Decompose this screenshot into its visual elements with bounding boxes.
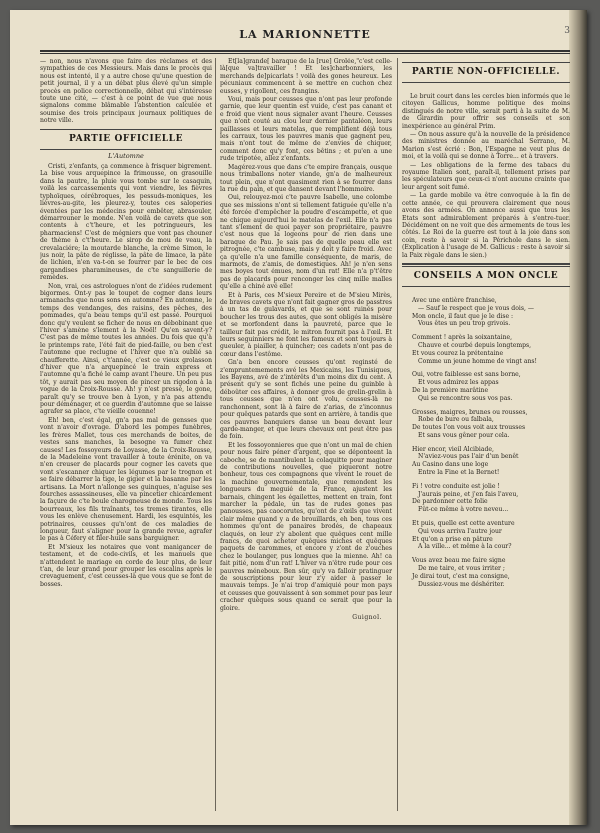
- page-number: 3: [564, 26, 570, 36]
- poem-stanza: [412, 334, 570, 365]
- section-rule: [40, 149, 212, 150]
- poem-line: Vous avez beau me faire signe: [412, 557, 506, 565]
- poem-line: Au Casino dans une loge: [412, 461, 489, 469]
- poem-line: Hier encor, vieil Alcibiade,: [412, 445, 494, 453]
- poem-line: Dussiez-vous me déshériter.: [418, 580, 505, 588]
- poem-stanza: [412, 520, 570, 551]
- article-paragraph: Et M'sieux les notaires que vont manigancer de testament, et de code-civils, et les manuels que n'attendent le mariage en corde de leur plus, de leur t'an, de leur grand pour grouper les escalins après le crevaguement, c'est ceusses-là que vous que se font de bosses.: [40, 543, 212, 588]
- poem-stanza: [412, 409, 570, 440]
- poem-line: Et puis, quelle est cette aventure: [412, 520, 515, 528]
- news-item: — Les obligations de la ferme des tabacs du royaume Italien sont, paraît-il, tellement prises par les spéculateurs que ceux-ci n'ont aucune crainte que leur argent soit fumé.: [402, 161, 570, 191]
- article-signature: Guignol.: [352, 614, 382, 622]
- poem-stanza: [412, 483, 570, 514]
- poem-line: Comme un jeune homme de vingt ans!: [418, 357, 537, 365]
- section-title-non-officielle: PARTIE NON-OFFICIELLE.: [411, 67, 561, 77]
- article-paragraph: Voui, mais pour ceusses que n'ont pas leur profonde garnie, que leur quentin est vuide, c'est pas canant et e froid que vient nous signaler avant l'heure. Ceusses que n'ont couté au clou leur dernier pantaléon, leurs paillasses et leurs matelas, que remplifient déjà tous les carraux, tous les pauvres manis que gagnent peu, mais n'ont tout de même de z'envies de chiquer, comment donc qu'y font, ces bêtins ; et pu'en a une rude tripotée, allez z'enfants.: [220, 96, 392, 163]
- intro-paragraph: — non, nous n'avons que faire des réclames et des sympathies de ces Messieurs. Mais dans le procès qui nous est intenté, il y a autre chose qu'une question de petit journal, il y a un débat plus élevé qu'un simple procès en police correctionnelle, débat qui s'intéresse toute une cité, — c'est à ce point de vue que nous signalons comme blâmable l'abstention calculée et soumise des trois principaux journaux politiques de notre ville.: [40, 58, 212, 125]
- poem: [402, 297, 570, 589]
- header-rule: [40, 50, 570, 54]
- masthead-title: LA MARIONNETTE: [239, 28, 371, 41]
- poem-line: J'aurais peine, et j'en fais l'aveu,: [418, 490, 519, 498]
- poem-line: De toutes l'on vous voit aux trousses: [412, 424, 526, 432]
- poem-line: Fût-ce même à votre neveu...: [418, 506, 509, 514]
- article-paragraph: Gn'a ben encore ceusses qu'ont reginsté de z'empruntemements avé les Mexicains, les Tunisiques, les Bayens, avé de z'intérêts d'un moins dix du cent. A présent qu'y se sont fichés une peine du guinble à déboûter ces affaires, à donner gros de grelin-grelin à tous ceusses que n'en ont volu, ceusses-là ne ranchonnent, sont là à faire de z'arias, de z'inconnus pour quêques patards que sont en arrière, à tandis que ces pauvres banquiers danse un beau devant leur garde-manger, et que leurs chevaux ont peut être pas de foin.: [220, 359, 392, 441]
- article-paragraph: Cristi, z'enfants, ça commence à frisquer bigrement. La bise vous arquepince la frimousse, on grasouille dans la pautre, la pluie vous tombe sur le casaquin, voilà les carcassements qui vont viendre, les fièvres typhoïques, cérébroques, les pessuds-moniques, les lièvres-au-gite, les pleurez-y, toutes ces saloperies éventées par les médecins pour embêter, abrasouler, démarrouner le monde. N'en voilà de cavets que son contents à c't'heure, et les potringueurs, les pharmaciens! C'est de mégniers que vont pas chouner de thème à c't'heure. Le sirop de mou de veau, la crevalaciére; la moutarde blanche, la crème Simon, le jus noir, la pâte de réglisse, la pâte de limace, la pâte de lichien, n'en va-t-on se fourrer par le bec de ces gargandises pharamineuses, de c'te sanguillerie de remèdes.: [40, 163, 212, 282]
- poem-line: Chauve et courbé depuis longtemps,: [418, 341, 532, 349]
- section-title-officielle: PARTIE OFFICIELLE: [68, 133, 184, 144]
- column-divider: [215, 58, 216, 811]
- poem-line: Qui vous arriva l'autre jour: [418, 527, 502, 535]
- poem-stanza: [412, 297, 570, 328]
- poem-line: Et sans vous gêner pour cela.: [418, 431, 510, 439]
- poem-line: Grosses, maigres, brunes ou rousses,: [412, 408, 528, 416]
- poem-line: Fi ! votre conduite est jolie !: [412, 482, 500, 490]
- column-divider: [397, 58, 398, 811]
- page-header: [40, 20, 570, 50]
- news-item: — La garde mobile va être convoquée à la fin de cette année, ce qui prouvera clairement que nous avons des armées. On annonce aussi que tous les Etats sont admirablement préparés à s'entre-tuer. Décidément on ne voit que des armements de tous les côtés. Le Roi de la guerre est tout à la joie dans son coin, reste à savoir si la Périchole dans le sien. (Explication à l'usage de M. Gallicus : reste à savoir si la Paix règale dans le sien.): [402, 192, 570, 259]
- poem-line: A la ville... et même à la cour?: [418, 543, 512, 551]
- poem-line: Oui, votre faiblesse est sans borne,: [412, 371, 521, 379]
- poem-line: Et qu'on a prise en pâture: [412, 535, 493, 543]
- poem-line: Qui se rencontre sous vos pas.: [418, 394, 513, 402]
- poem-line: — Sauf le respect que je vous dois, —: [418, 304, 534, 312]
- poem-line: De pardonner cette folie: [412, 498, 488, 506]
- article-paragraph: Oui, relouyez-moi c'te pauvre Isabelle, une colombe que ses missions n'ont si tellement fatiguée qu'elle n'a été forcée d'empêcher la poudre d'escampette, et que ne chique aujourd'hui le matelas de l'exil. Elle n'a pas tant s'lement de quoi payer son propriétaire, pauvre c'est nous que la logeons pour de rien dans une baraque de Pau. Je sais pas de quelle peau elle est pitrognée, c'te cambuse, mais y doit y faire froid. Avec ça qu'elle n'a une famille conséquente, de maris, de marmots, de z'amis, de domestiques. Ah! je n'en sens mes boyes tout émues, nom d'un rat! Elle n'a p't'être pas de placards pour renconger les cinq mille malles qu'elle a chiné avé elle!: [220, 194, 392, 291]
- section-rule: [402, 82, 570, 83]
- article-paragraph: Eh! ben, c'est égal, gn'a pas mal de gensses que vont n'avoir d'ovrage. D'abord les pompes funèbres, les frères Mallet, tous ces merchands de boites, de vestes sans manches, la besogne va fumer chez causes! Les fossoyeurs de Loyasse, de la Croix-Rousse, de la Madeleine vont travailler à toute érénite, on va n'en creuser de placards pour cogner les cavets que vont s'escanner chiquer les légumes par le trognon et se faire débarrer la tige, le gigier et la basanne par les artisans. La Mort n'allonge ses guinques, n'aguise ses fourches assassineuses, elle va pincetier chicardement la façure de c'te boule charogneuse de monde. Tous les bourreaux, les fils traînants, tes tremes tirantes, elle vous les enlève chenusement. Hardi, les esquintés, les potrinaires, ceusses qu'n'ont de ces maladies de longueur, faut s'aligner pour la grande revue, agrafer le pas à Céfery et filer-huile sans barguigner.: [40, 416, 212, 543]
- section-rule: [40, 129, 212, 130]
- poem-title: CONSEILS A MON ONCLE: [413, 270, 559, 281]
- news-item: — On nous assure qu'à la nouvelle de la présidence des ministres donnée au maréchal Serrano, M. Marion s'est écrié : Bon, l'Espagne ne veut plus de moi, et la voilà qui se donne à Torre... et à travers.: [402, 131, 570, 161]
- poem-stanza: [412, 446, 570, 477]
- poem-line: Avec une entière franchise,: [412, 296, 497, 304]
- poem-line: Robe de bure ou falbala,: [418, 416, 494, 424]
- poem-stanza: [412, 557, 570, 588]
- poem-line: Comment ! après la soixantaine,: [412, 334, 513, 342]
- section-rule: [402, 286, 570, 287]
- article-paragraph: Magérez-vous que dans c'te empire français, ousque nous trimballons noter viande, gn'a de malheureux tout plein, que n'ont quasiment rien à se fourrer dans la rue du pain, et que dansent devant l'hommoire.: [220, 163, 392, 193]
- article-paragraph: Et les fossoyonnieres que que n'ont un mal de chien pour nous faire péner d'argent, que se déponteent la caboche, se de mantibulent la colaquitte pour maginer de contributions nouvelles, que piqueront notre bonheur, tous ces compagnons que vivent le rouet de la machine gouvernementale, que remondent les longueurs du meguié de la France, ajustent les barnais, chingent les égailettes, mettent en train, font marcher la pédale, un tas de rudes gones pas panousses, pas caocorutes, qu'ont de z'œils que vivent clair même quand y a de brouillards, eh ben, tous ces hommes qu'ont de panaires brodés, de chapeaux claqués, on leur z'y abolent que quêques cent mille francs, de quoi acheter quêques miches et quêques paquets de carommes, et encore y z'ont de z'ouches chez le boulanger, pus longues que la mienne. Ah! ca fait pitié, nom d'un rat! L'hiver va n'être rude pour ces pauvres méneboux. Ben sûr, qu'y va falloir pratinguer de souscriptions pour leur z'y aider à passer le mauvais temps. Je n'ai trop d'amiquié pour mon pays et ceusses que gouvaissent à son sommet pour pas leur cracher quêques sous quand ce serait que pour la gloire.: [220, 441, 392, 612]
- newspaper-page: [10, 10, 587, 825]
- poem-line: De me taire, et vous irriter ;: [418, 565, 505, 573]
- poem-line: Et vous admirez les appas: [418, 379, 499, 387]
- news-item: Le bruit court dans les cercles bien informés que le citoyen Gallicus, homme politique des moins distingués de notre ville, serait parti à la suite de M. de Girardin pour offrir ses conseils et son inexpérience au général Prim.: [402, 93, 570, 130]
- article-paragraph: Et[la]grande[ baraque de la [rue] Grolée,"c'est celle-là[que va]travailler ! Et les]charbonniers, les merchands de]picarlats ! voilà des gones heureux. Les pécuniaux commencent à se mettre en cuchon chez eusses, y rigollent, ces frangins.: [220, 58, 392, 95]
- book-spine-shadow: [569, 10, 587, 825]
- section-rule: [402, 62, 570, 63]
- article-paragraph: Et à Paris, ces M'sieux Pereire et de M'sieu Mirès, de braves cavets que n'ont fait gagner gros de passtres à un tas de gulavards, et que se sont ruinés pour boucher les trous des autes, que sont obligés la misère et se morfondent dans la pauvreté, parce que le tailleur fait pas crédit, le mitron fournit pas à l'œil. Et leurs seguinniers ne font les fameux et sont toujours à gueuler, à piailler, à quincher; ces cadets n'ont pas de cœur dans l'estôme.: [220, 291, 392, 358]
- section-rule: [402, 263, 570, 267]
- poem-line: Entre la Fine et la Bernet!: [418, 469, 500, 477]
- poem-line: Je dirai tout, c'est ma consigne,: [412, 572, 510, 580]
- column-right: [402, 58, 570, 811]
- poem-line: De la première marâtine: [412, 386, 489, 394]
- poem-line: Vous êtes un peu trop grivois.: [418, 320, 511, 328]
- poem-line: Mon oncle, il faut que je le dise :: [412, 312, 514, 320]
- column-middle: [220, 58, 392, 811]
- poem-stanza: [412, 371, 570, 402]
- poem-line: Et vous courez la prétentaine: [412, 349, 504, 357]
- article-subhead: L'Automne: [108, 151, 144, 160]
- article-paragraph: Non, vrai, ces astrologues n'ont de z'idées rudement bigormes. Ont-y pas le toupet de cogner dans leurs armanachs que nous sons en automne? En automne, le temps des vendanges, des raisins, des pêches, des pommades, qu'a beau temps qu'il est passé. Pourquoi donc qu'y veulent se ficher de nous en débobinant que l'hiver s'amène s'lement à la Noël! Qu'en savent-y? C'est pas de même toutes les années. Du fois que qu'à le printemps rate, l'été fait de pied-faille, ou ben c'est l'automne que reclugne et l'hiver que n'a oublié sa chaufferette. Ainsi, c't'année, c'est ce vieux grolasson d'hiver que n'a arquepincé le train express et l'automne qu'a fiché le camp avant l'heure. Un peu pus tôt, y aurait pas seu moyen de pincer un rigodon à la vogue de la Croix-Rousse. Ah! y n'est pressé, le gone, paraît qu'y se trouve ben à Lyon, y n'a pas attendu pour déménager, et ce guerdin d'automne que se laisse agrafer sa place, c'te vieille couenne!: [40, 282, 212, 416]
- poem-line: N'aviez-vous pas l'air d'un benêt: [418, 453, 519, 461]
- column-left: [40, 58, 212, 811]
